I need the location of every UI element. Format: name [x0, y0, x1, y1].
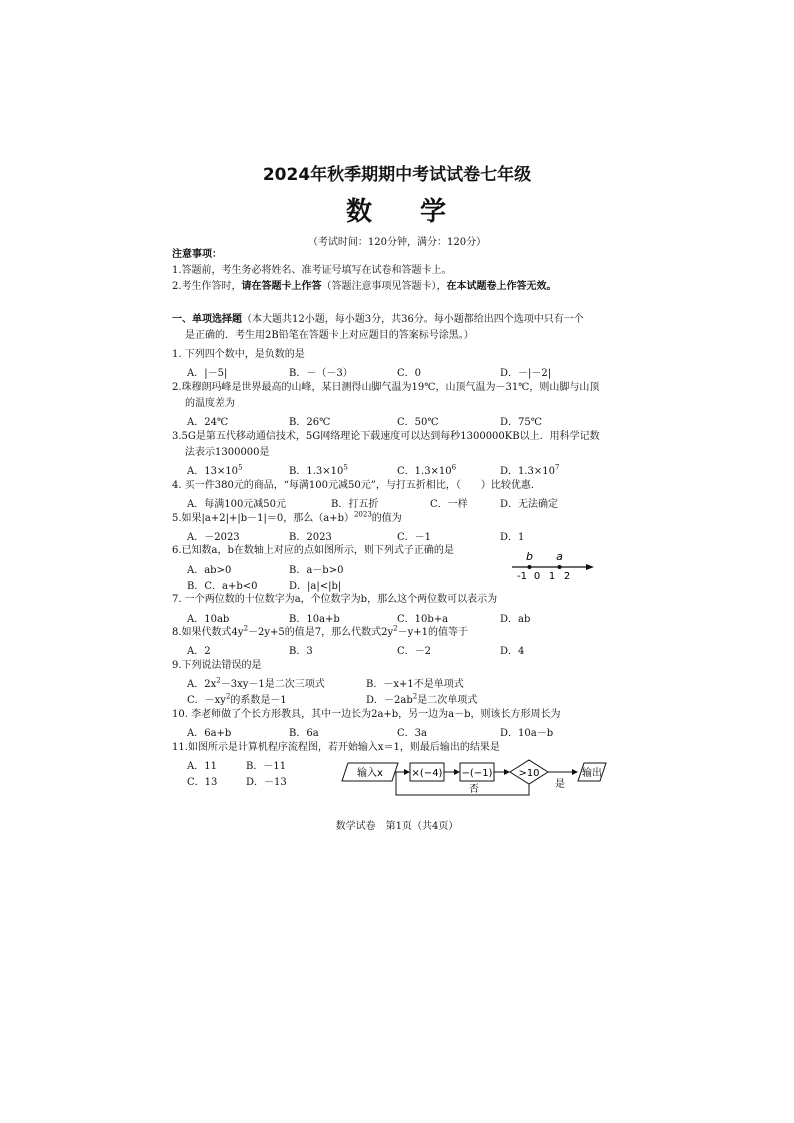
number-line-figure [508, 548, 596, 584]
q5-option-a: A．－2023 [187, 532, 240, 543]
q7-stem: 7. 一个两位数的十位数字为a，个位数字为b，那么这个两位数可以表示为 [172, 594, 498, 605]
q3-stem-line1: 3.5G是第五代移动通信技术，5G网络理论下载速度可以达到每秒1300000KB以上．用科学记数 [172, 431, 600, 442]
q10-option-b: B．6a [289, 728, 319, 739]
note-1: 1.答题前，考生务必将姓名、准考证号填写在试卷和答题卡上。 [172, 265, 452, 276]
section-heading: 一、单项选择题（本大题共12小题，每小题3分，共36分。每小题都给出四个选项中只有一个 [172, 314, 584, 325]
number-line-label-a: a [556, 550, 563, 563]
flow-input-label: 输入x [357, 768, 383, 779]
q6-stem: 6.已知数a，b在数轴上对应的点如图所示，则下列式子正确的是 [172, 545, 454, 556]
q10-option-c: C．3a [397, 728, 427, 739]
number-line-point-a [558, 565, 562, 569]
exam-title: 2024年秋季期期中考试试卷七年级 [262, 165, 532, 185]
q7-option-b: B．10a+b [289, 614, 340, 625]
q4-stem: 4. 买一件380元的商品，“每满100元减50元”，与打五折相比，（ ）比较优惠． [172, 480, 541, 491]
q3-option-d: D．$1.3\times 10^7$ [500, 463, 560, 477]
q5-stem: 5.如果|a+2|+|b－1|＝0，那么$(a+b)^{2023}$的值为 [172, 510, 402, 524]
q4-option-a: A．每满100元减50元 [187, 499, 287, 510]
q11-stem: 11.如图所示是计算机程序流程图，若开始输入x＝1，则最后输出的结果是 [172, 742, 500, 753]
q10-option-d: D．10a－b [500, 728, 554, 739]
flow-arrowhead-1 [404, 769, 410, 775]
number-line-arrow [586, 564, 594, 570]
q6-option-b: B．a－b>0 [289, 565, 344, 576]
q7-option-c: C．10b+a [397, 614, 449, 625]
flow-yes-label: 是 [555, 779, 565, 790]
q8-option-c: C．－2 [397, 646, 432, 657]
q1-option-b: B．－（－3） [289, 368, 353, 379]
subject-char-2: 学 [420, 197, 449, 227]
q2-option-c: C．50℃ [397, 417, 439, 428]
q3-option-a: A．$13\times 10^5$ [187, 463, 243, 477]
flow-output-label: 输出 [582, 768, 602, 779]
q7-option-d: D．ab [500, 614, 531, 625]
q1-option-c: C．0 [397, 368, 422, 379]
flow-arrowhead-yes [572, 769, 578, 775]
q5-option-c: C．－1 [397, 532, 432, 543]
number-line-tick-label: 0 [533, 571, 541, 582]
number-line-point-b [528, 565, 532, 569]
exam-info: （考试时间：120分钟，满分：120分） [307, 237, 487, 248]
note-2: 2.考生作答时，请在答题卡上作答（答题注意事项见答题卡），在本试题卷上作答无效。 [172, 281, 557, 292]
q6-option-a: A．ab>0 [187, 565, 232, 576]
section-desc: 是正确的．考生用2B铅笔在答题卡上对应题目的答案标号涂黑。） [185, 330, 474, 341]
q6-option-d: D．|a|<|b| [289, 581, 342, 592]
flow-condition-label: >10 [518, 768, 540, 779]
q2-option-a: A．24℃ [187, 417, 229, 428]
q11-option-c: C．13 [187, 777, 218, 788]
q4-option-b: B．打五折 [331, 499, 379, 510]
subject-title [0, 191, 794, 228]
number-line-label-b: b [526, 550, 533, 563]
q9-option-c: C．$-xy^2$的系数是－1 [187, 692, 287, 706]
page-footer: 数学试卷 第1页（共4页） [335, 821, 459, 832]
q1-option-d: D．－|－2| [500, 368, 552, 379]
q2-stem-line2: 的温度差为 [185, 398, 235, 409]
q7-option-a: A．10ab [187, 614, 230, 625]
q10-option-a: A．6a+b [187, 728, 232, 739]
q9-stem: 9.下列说法错误的是 [172, 660, 262, 671]
q8-option-b: B．3 [289, 646, 313, 657]
program-flowchart [338, 757, 610, 799]
flow-no-label: 否 [469, 784, 479, 795]
q4-option-d: D．无法确定 [500, 499, 559, 510]
q8-option-d: D．4 [500, 646, 525, 657]
q2-stem-line1: 2.珠穆朗玛峰是世界最高的山峰，某日测得山脚气温为19℃，山顶气温为－31℃，则山脚与山顶 [172, 382, 600, 393]
number-line-tick-label: 1 [548, 571, 556, 582]
q9-option-a: A．$2x^2-3xy-1$是二次三项式 [187, 676, 325, 690]
flow-arrowhead-2 [454, 769, 460, 775]
number-line-tick-label: 2 [563, 571, 571, 582]
flow-subtract-label: −(−1) [461, 768, 493, 779]
q3-option-c: C．$1.3\times 10^6$ [397, 463, 457, 477]
q2-option-b: B．26℃ [289, 417, 331, 428]
notes-heading: 注意事项： [172, 249, 222, 260]
q11-option-b: B．－11 [246, 761, 287, 772]
flow-multiply-label: ×(−4) [411, 768, 443, 779]
q5-option-d: D．1 [500, 532, 525, 543]
subject-char-1: 数 [345, 197, 374, 227]
q5-option-b: B．2023 [289, 532, 332, 543]
q8-stem: 8.如果代数式$4y^2-2y+5$的值是7，那么代数式$2y^2-y+1$的值等于 [172, 624, 469, 638]
q1-stem: 1. 下列四个数中，是负数的是 [172, 349, 305, 360]
q11-option-a: A．11 [187, 761, 217, 772]
q6-option-c: B．C．a+b<0 [187, 581, 258, 592]
q4-option-c: C．一样 [430, 499, 468, 510]
q8-option-a: A．2 [187, 646, 211, 657]
q9-option-b: B．－x+1不是单项式 [366, 679, 464, 690]
q9-option-d: D．$-2ab^2$是二次单项式 [366, 692, 478, 706]
q2-option-d: D．75℃ [500, 417, 542, 428]
q11-option-d: D．－13 [246, 777, 287, 788]
number-line-tick-label: -1 [517, 571, 527, 582]
q10-stem: 10. 李老师做了个长方形教具，其中一边长为2a+b，另一边为a－b，则该长方形周长为 [172, 709, 561, 720]
q3-stem-line2: 法表示1300000是 [185, 447, 270, 458]
q1-option-a: A．|－5| [187, 368, 228, 379]
q3-option-b: B．$1.3\times 10^5$ [289, 463, 348, 477]
